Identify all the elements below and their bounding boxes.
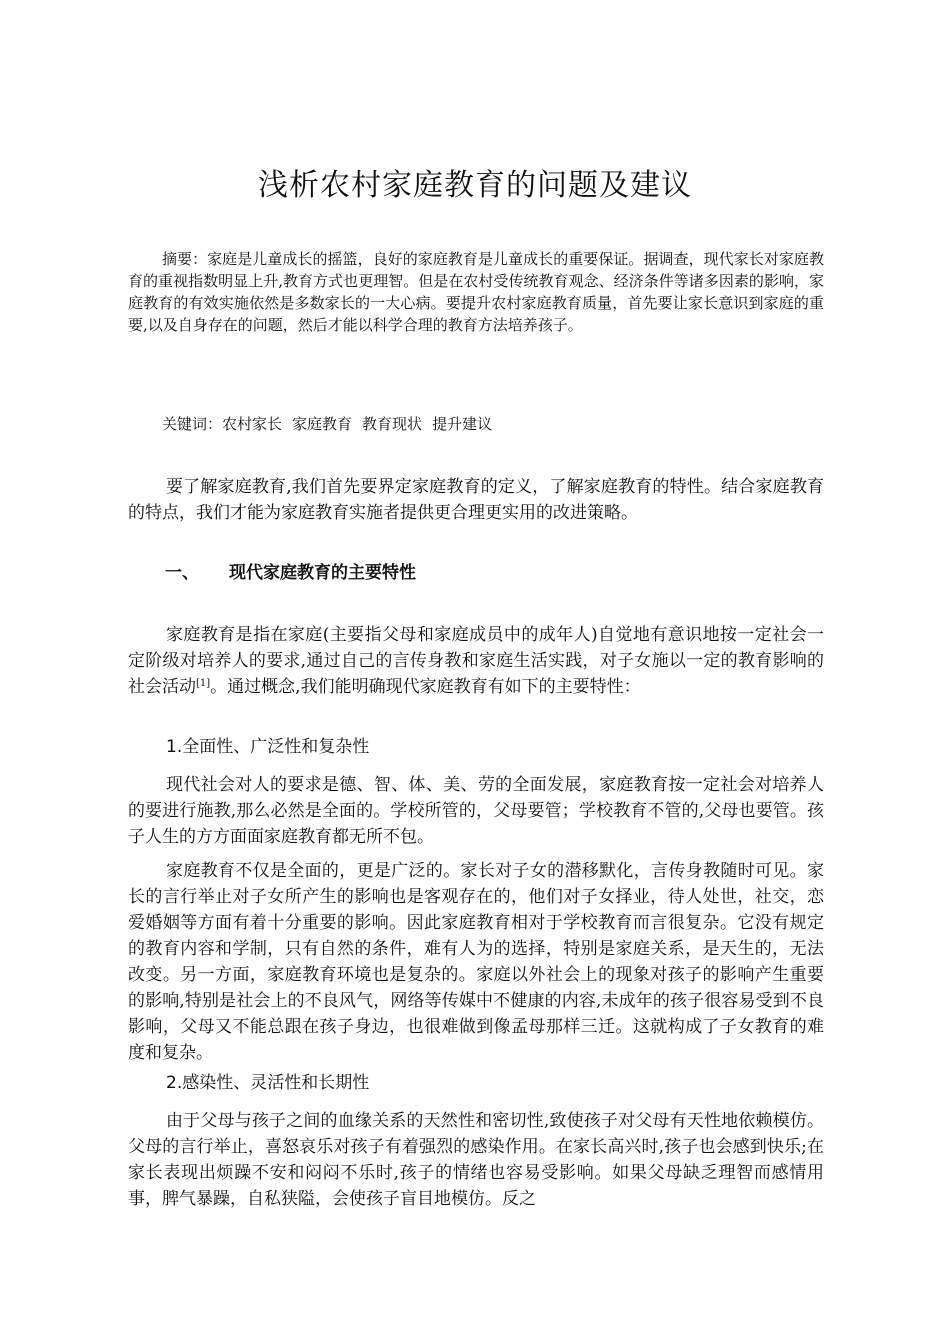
- keywords-line: [162, 413, 822, 435]
- definition-paragraph: [128, 622, 824, 700]
- section-title: 现代家庭教育的主要特性: [229, 563, 416, 583]
- body-paragraph: 由于父母与孩子之间的血缘关系的天然性和密切性,致使孩子对父母有天性地依赖模仿。父母的言行举止，喜怒哀乐对孩子有着强烈的感染作用。在家长高兴时,孩子也会感到快乐;在家长表现出烦躁不安和闷闷不乐时,孩子的情绪也容易受影响。如果父母缺乏理智而感情用事，脾气暴躁，自私狭隘，会使孩子盲目地模仿。反之: [128, 1111, 824, 1209]
- body-paragraph: 现代社会对人的要求是德、智、体、美、劳的全面发展，家庭教育按一定社会对培养人的要进行施教,那么必然是全面的。学校所管的，父母要管；学校教育不管的,父母也要管。孩子人生的方方面面家庭教育都无所不包。: [128, 775, 824, 847]
- keyword-item: 家庭教育: [292, 415, 353, 433]
- keywords-label: 关键词：: [162, 415, 223, 433]
- abstract-label: 摘要：: [162, 250, 208, 268]
- intro-paragraph: 要了解家庭教育,我们首先要界定家庭教育的定义，了解家庭教育的特性。结合家庭教育的特点，我们才能为家庭教育实施者提供更合理更实用的改进策略。: [128, 477, 824, 523]
- citation-reference: [1]: [196, 678, 211, 689]
- abstract-text: 家庭是儿童成长的摇篮，良好的家庭教育是儿童成长的重要保证。据调查，现代家长对家庭教育的重视指数明显上升,教育方式也更理智。但是在农村受传统教育观念、经济条件等诸多因素的影响，家庭教育的有效实施依然是多数家长的一大心病。要提升农村家庭教育质量，首先要让家长意识到家庭的重要,以及自身存在的问题，然后才能以科学合理的教育方法培养孩子。: [128, 250, 824, 334]
- definition-text: 家庭教育是指在家庭(主要指父母和家庭成员中的成年人)自觉地有意识地按一定社会一定阶级对培养人的要求,通过自己的言传身教和家庭生活实践，对子女施以一定的教育影响的社会活动: [128, 625, 824, 697]
- keyword-item: 提升建议: [432, 415, 493, 433]
- subsection-heading-1: 1.全面性、广泛性和复杂性: [166, 737, 370, 757]
- document-title: 浅析农村家庭教育的问题及建议: [258, 168, 692, 203]
- keyword-item: 教育现状: [362, 415, 423, 433]
- body-paragraph: 家庭教育不仅是全面的，更是广泛的。家长对子女的潜移默化，言传身教随时可见。家长的言行举止对子女所产生的影响也是客观存在的，他们对子女择业，待人处世，社交，恋爱婚姻等方面有着十分重要的影响。因此家庭教育相对于学校教育而言很复杂。它没有规定的教育内容和学制，只有自然的条件，难有人为的选择，特别是家庭关系，是天生的，无法改变。另一方面，家庭教育环境也是复杂的。家庭以外社会上的现象对孩子的影响产生重要的影响,特别是社会上的不良风气，网络等传媒中不健康的内容,未成年的孩子很容易受到不良影响，父母又不能总跟在孩子身边，也很难做到像孟母那样三迁。这就构成了子女教育的难度和复杂。: [128, 861, 824, 1063]
- keyword-item: 农村家长: [222, 415, 283, 433]
- definition-text-continued: 。通过概念,我们能明确现代家庭教育有如下的主要特性：: [210, 677, 641, 697]
- section-heading: [165, 560, 416, 586]
- section-number: 一、: [165, 563, 199, 583]
- subsection-heading-2: 2.感染性、灵活性和长期性: [166, 1073, 370, 1093]
- abstract-paragraph: [128, 248, 824, 336]
